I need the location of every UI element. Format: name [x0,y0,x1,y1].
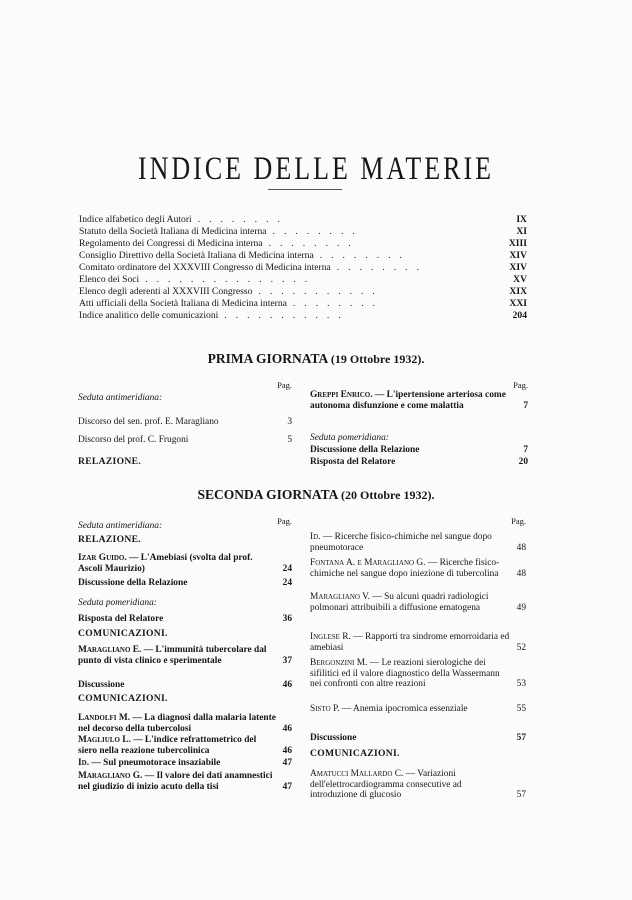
toc-label: Consiglio Direttivo della Società Italiana di Medicina interna [79,250,314,261]
toc-label: Regolamento dei Congressi di Medicina interna [79,238,263,249]
entry-author: Landolfi M. [78,713,131,723]
entry-page: 37 [282,655,292,666]
toc-row: Indice alfabetico degli Autori ........ IX [79,214,527,225]
entry-page: 20 [518,457,528,467]
entry-label: — L'ipertensione arteriosa come autonoma disfunzione e come malattia [310,390,506,411]
toc-page: XI [516,226,527,237]
day2-date: (20 Ottobre 1932). [341,488,435,502]
toc-row: Comitato ordinatore del XXXVIII Congresso di Medicina interna ........ XIV [79,262,527,273]
entry-page: 36 [282,614,292,624]
entry-label: — Il valore dei dati anamnestici nel giudizio di inizio acuto della tisi [78,771,273,792]
entry-label: Discussione della Relazione [310,445,420,455]
session-label: Seduta antimeridiana: [78,393,163,403]
toc-row: Regolamento dei Congressi di Medicina interna ........ XIII [79,238,527,249]
section-heading: COMUNICAZIONI. [78,628,168,639]
toc-entry [78,614,292,625]
entry-page: 49 [516,602,526,613]
day1-right-column [310,380,528,467]
entry-page: 46 [282,680,292,690]
entry-author: Inglese R. [310,632,351,642]
toc-entry [310,445,528,456]
toc-entry [78,553,292,574]
toc-entry [78,735,292,756]
section-heading: COMUNICAZIONI. [310,748,400,759]
entry-page: 46 [282,723,292,734]
toc-entry [310,704,526,715]
toc-row: Consiglio Direttivo della Società Italiana di Medicina interna ........ XIV [79,250,527,261]
toc-row: Indice analitico delle comunicazioni ........... 204 [79,310,527,321]
entry-author: Izar Guido. [78,553,127,563]
entry-page: 48 [516,542,526,553]
entry-page: 57 [516,790,526,801]
toc-label: Elenco degli aderenti al XXXVIII Congresso [79,286,253,297]
entry-label: Discorso del sen. prof. E. Maragliano [78,417,219,427]
entry-author: Id. [310,532,321,542]
entry-label: Risposta del Relatore [78,614,164,624]
toc-entry [78,578,292,589]
toc-entry [310,658,526,690]
entry-page: 24 [282,563,292,574]
entry-page: 53 [516,679,526,690]
entry-author: Magliulo L. [78,735,131,745]
entry-page: 24 [282,578,292,588]
pag-header: Pag. [513,380,528,390]
entry-page: 47 [282,781,292,792]
entry-label: Discussione [78,680,125,690]
entry-author: Sisto P. [310,704,340,714]
entry-page: 48 [516,568,526,579]
entry-label: — Ricerche fisico-chimiche nel sangue dopo pneumotorace [310,532,492,553]
toc-label: Atti ufficiali della Società Italiana di Medicina interna [79,298,287,309]
day1-date: (19 Ottobre 1932). [330,352,425,366]
toc-row: Statuto della Società Italiana di Medicina interna ........ XI [79,226,527,237]
entry-label: Discussione [310,733,357,743]
section-heading: RELAZIONE. [78,534,141,545]
entry-label: — Su alcuni quadri radiologici polmonari attribuibili a diffusione ematogena [310,592,489,613]
title-underline [268,189,342,190]
entry-label: — L'Amebiasi (svolta dal prof. Ascoli Maurizio) [78,553,253,574]
toc-row: Elenco degli aderenti al XXXVIII Congresso ........... XIX [79,286,527,297]
entry-label: Discorso del prof. C. Frugoni [78,435,189,445]
entry-page: 5 [287,435,292,445]
entry-label: — L'indice refrattometrico del siero nella reazione tubercolinica [78,735,257,756]
toc-page: XXI [509,298,527,309]
toc-entry [310,632,526,653]
entry-page: 52 [516,642,526,653]
day1-title: PRIMA GIORNATA [207,351,328,366]
toc-entry [310,733,526,744]
entry-label: — Rapporti tra sindrome emorroidaria ed amebiasi [310,632,510,653]
toc-label: Elenco dei Soci [79,274,140,285]
entry-page: 57 [516,733,526,743]
toc-entry [78,771,292,792]
front-matter-toc [79,214,527,322]
toc-entry [78,680,292,691]
day1-heading [0,351,632,367]
entry-page: 7 [523,400,528,411]
toc-entry [78,758,292,769]
entry-author: Fontana A. e Maragliano G. [310,558,426,568]
toc-row: Elenco dei Soci ............... XV [79,274,527,285]
session-label: Seduta antimeridiana: [78,521,163,531]
toc-entry [310,532,526,553]
entry-page: 55 [516,704,526,714]
entry-author: Maragliano V. [310,592,371,602]
toc-page: IX [516,214,527,225]
toc-page: XIII [508,238,527,249]
toc-page: XIX [509,286,527,297]
day2-right-column [310,516,526,801]
pag-header: Pag. [277,380,292,390]
day2-heading [0,487,632,503]
toc-label: Comitato ordinatore del XXXVIII Congresso di Medicina interna [79,262,331,273]
page-title: INDICE DELLE MATERIE [137,150,495,187]
day2-left-column [78,516,292,792]
toc-entry [78,435,292,446]
toc-entry [310,390,528,411]
entry-label: — Anemia ipocromica essenziale [339,704,468,714]
toc-entry [310,592,526,613]
day1-left-column [78,380,292,467]
entry-author: Maragliano G. [78,771,143,781]
toc-row: Atti ufficiali della Società Italiana di Medicina interna ........ XXI [79,298,527,309]
entry-page: 46 [282,745,292,756]
entry-author: Bergonzini M. [310,658,368,668]
toc-page: XV [513,274,527,285]
session-label: Seduta pomeridiana: [78,598,157,608]
toc-label: Indice analitico delle comunicazioni [79,310,219,321]
entry-page: 7 [523,445,528,455]
entry-label: — Le reazioni sierologiche dei sifilitici ed il valore diagnostico della Wassermann nei confronti con altre reazioni [310,658,500,690]
toc-label: Statuto della Società Italiana di Medicina interna [79,226,267,237]
entry-label: — Variazioni dell'elettrocardiogramma consecutive ad introduzione di glucosio [310,769,462,801]
entry-label: Discussione della Relazione [78,578,188,588]
toc-entry [310,558,526,579]
toc-page: 204 [512,310,527,321]
day2-title: SECONDA GIORNATA [197,487,338,502]
toc-entry [78,713,292,734]
pag-header: Pag. [511,516,526,526]
toc-entry [78,417,292,428]
session-label: Seduta pomeridiana: [310,433,389,443]
toc-entry [310,769,526,801]
entry-label: — L'immunità tubercolare dal punto di vista clinico e sperimentale [78,645,267,666]
toc-label: Indice alfabetico degli Autori [79,214,192,225]
entry-page: 47 [282,758,292,768]
entry-author: Greppi Enrico. [310,390,373,400]
toc-entry [310,457,528,468]
entry-author: Id. [78,758,90,768]
section-heading: COMUNICAZIONI. [78,693,168,704]
entry-page: 3 [287,417,292,427]
entry-author: Amatucci Mallardo C. [310,769,404,779]
toc-page: XIV [509,262,527,273]
entry-label: Risposta del Relatore [310,457,396,467]
toc-entry [78,645,292,666]
entry-label: — Ricerche fisico-chimiche nel sangue dopo iniezione di tubercolina [310,558,500,579]
pag-header: Pag. [277,516,292,526]
toc-page: XIV [509,250,527,261]
entry-author: Maragliano E. [78,645,142,655]
entry-label: — Sul pneumotorace insaziabile [89,758,221,768]
entry-label: — La diagnosi dalla malaria latente nel decorso della tubercolosi [78,713,276,734]
section-heading: RELAZIONE. [78,456,141,467]
